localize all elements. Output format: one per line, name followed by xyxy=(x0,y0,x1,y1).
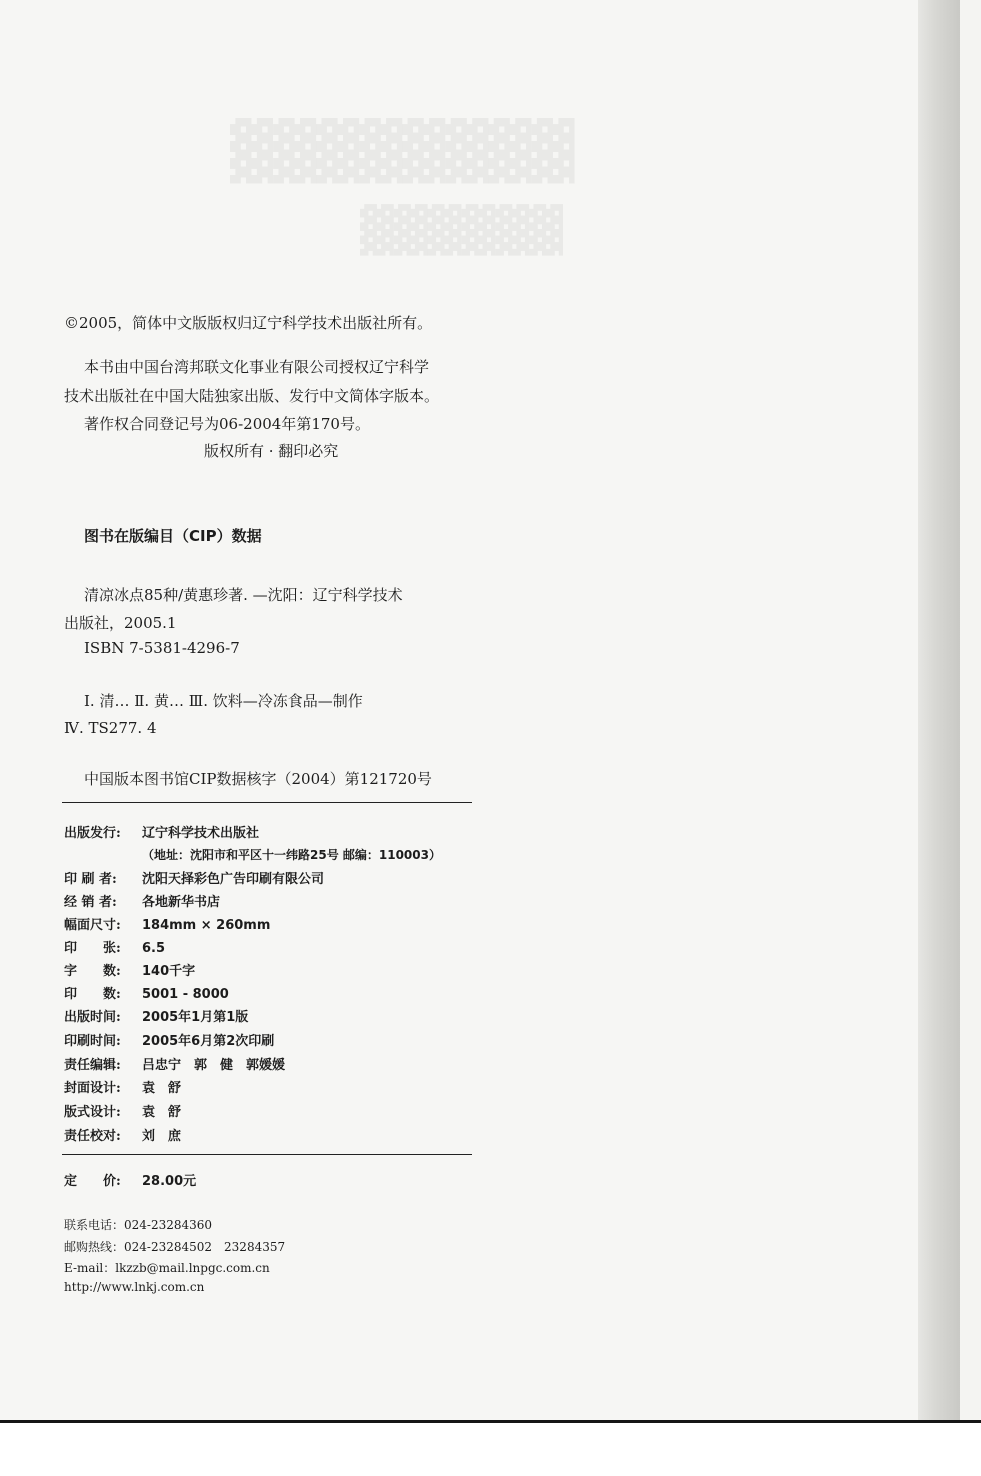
pub-row xyxy=(64,1054,285,1073)
bleed-through-title: ▓▓▓▓▓▓▓▓ xyxy=(230,118,575,184)
pub-value: 沈阳天择彩色广告印刷有限公司 xyxy=(142,872,325,887)
pub-row xyxy=(64,891,220,910)
license-line-3: 著作权合同登记号为06-2004年第170号。 xyxy=(84,415,370,433)
pub-row xyxy=(64,960,195,979)
price-value: 28.00元 xyxy=(142,1174,197,1189)
contact-mail-order: 邮购热线：024-23284502 23284357 xyxy=(64,1240,286,1254)
pub-value: 各地新华书店 xyxy=(142,895,221,910)
bleed-through-subtitle: ▓▓▓▓▓▓ xyxy=(360,205,564,256)
cip-subject-line-1: Ⅰ. 清… Ⅱ. 黄… Ⅲ. 饮料—冷冻食品—制作 xyxy=(84,692,363,710)
pub-value: 2005年6月第2次印刷 xyxy=(142,1034,275,1049)
pub-label: 印 张: xyxy=(64,941,121,956)
pub-row xyxy=(64,846,441,863)
cip-entry-line-1: 清凉冰点85种/黄惠珍著. —沈阳：辽宁科学技术 xyxy=(84,586,403,604)
pub-row xyxy=(64,1101,181,1120)
pub-value: 6.5 xyxy=(142,941,166,956)
cip-isbn: ISBN 7-5381-4296-7 xyxy=(84,639,240,657)
license-line-1: 本书由中国台湾邦联文化事业有限公司授权辽宁科学 xyxy=(84,358,430,376)
copyright-line: ©2005，简体中文版版权归辽宁科学技术出版社所有。 xyxy=(64,314,433,332)
pub-value: 140千字 xyxy=(142,964,196,979)
pub-value: 2005年1月第1版 xyxy=(142,1010,249,1025)
pub-row xyxy=(64,822,259,841)
pub-row xyxy=(64,1006,248,1025)
pub-label: 印 数: xyxy=(64,987,121,1002)
pub-label: 责任校对: xyxy=(64,1129,121,1144)
pub-row xyxy=(64,1077,181,1096)
license-line-2: 技术出版社在中国大陆独家出版、发行中文简体字版本。 xyxy=(64,387,440,405)
page-edge-shadow xyxy=(918,0,960,1420)
pub-row xyxy=(64,1030,274,1049)
pub-label: 印刷时间: xyxy=(64,1034,121,1049)
pub-address: （地址：沈阳市和平区十一纬路25号 邮编：110003） xyxy=(142,848,441,862)
divider-bottom xyxy=(62,1154,472,1155)
divider-top xyxy=(62,802,472,803)
pub-row xyxy=(64,1125,181,1144)
price-row xyxy=(64,1170,196,1189)
pub-row xyxy=(64,914,270,933)
pub-label: 字 数: xyxy=(64,964,121,979)
pub-value: 袁 舒 xyxy=(142,1081,182,1096)
pub-row xyxy=(64,983,229,1002)
contact-phone: 联系电话：024-23284360 xyxy=(64,1218,213,1232)
pub-label: 幅面尺寸: xyxy=(64,918,121,933)
pub-value: 吕忠宁 郭 健 郭媛媛 xyxy=(142,1058,286,1073)
contact-email: E-mail：lkzzb@mail.lnpgc.com.cn xyxy=(64,1261,270,1275)
pub-label: 封面设计: xyxy=(64,1081,121,1096)
pub-label: 出版时间: xyxy=(64,1010,121,1025)
cip-heading: 图书在版编目（CIP）数据 xyxy=(84,527,262,545)
rights-reserved: 版权所有 · 翻印必究 xyxy=(204,442,339,460)
cip-verification: 中国版本图书馆CIP数据核字（2004）第121720号 xyxy=(84,770,432,788)
pub-label: 出版发行: xyxy=(64,826,121,841)
cip-subject-line-2: Ⅳ. TS277. 4 xyxy=(64,719,157,737)
price-label: 定 价: xyxy=(64,1174,121,1189)
pub-value: 辽宁科学技术出版社 xyxy=(142,826,260,841)
pub-label: 责任编辑: xyxy=(64,1058,121,1073)
pub-label: 版式设计: xyxy=(64,1105,121,1120)
pub-row xyxy=(64,937,165,956)
pub-value: 袁 舒 xyxy=(142,1105,182,1120)
pub-label: 经 销 者: xyxy=(64,895,117,910)
pub-value: 刘 庶 xyxy=(142,1129,182,1144)
pub-value: 5001 - 8000 xyxy=(142,987,229,1002)
contact-website: http://www.lnkj.com.cn xyxy=(64,1280,205,1294)
scan-bottom-margin xyxy=(0,1420,981,1476)
cip-entry-line-2: 出版社，2005.1 xyxy=(64,614,177,632)
pub-label: 印 刷 者: xyxy=(64,872,117,887)
pub-row xyxy=(64,868,324,887)
pub-value: 184mm × 260mm xyxy=(142,918,271,933)
